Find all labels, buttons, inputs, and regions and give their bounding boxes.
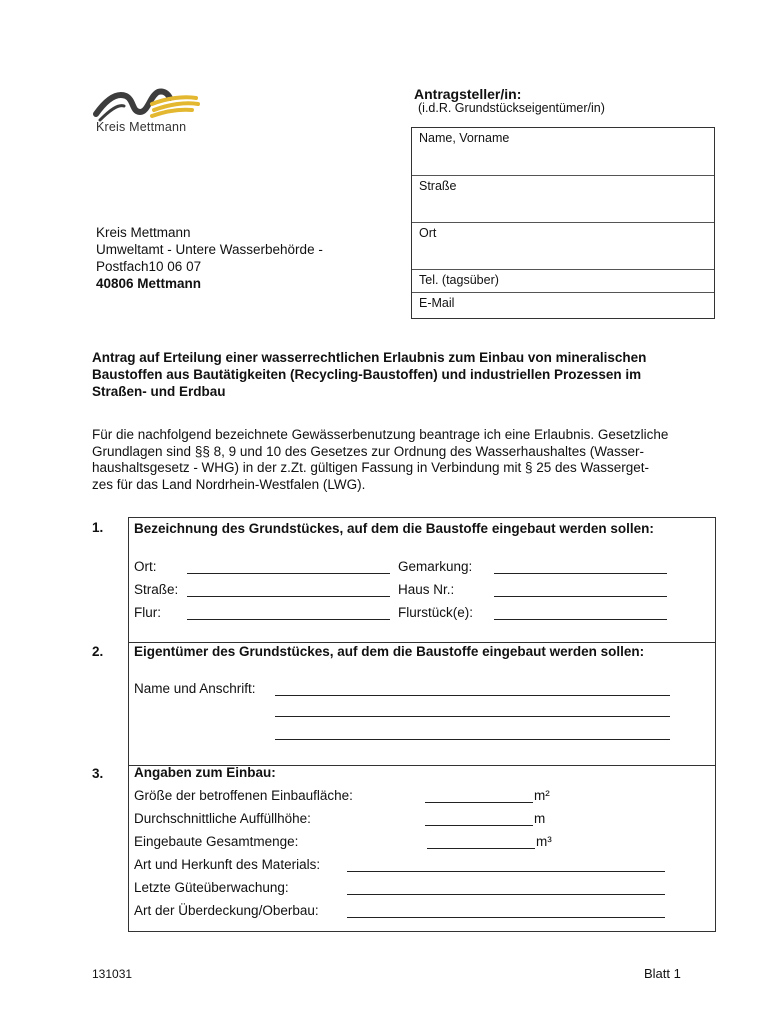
name-address-input-2[interactable] [275,716,670,717]
intro-line: zes für das Land Nordrhein-Westfalen (LWG). [92,476,366,492]
logo-text: Kreis Mettmann [96,120,187,134]
strasse-label: Straße: [134,582,179,597]
section1-number: 1. [92,520,104,535]
section2-number: 2. [92,644,104,659]
applicant-box [411,127,715,319]
gemarkung-label: Gemarkung: [398,559,473,574]
recipient-line-1: Kreis Mettmann [96,225,191,240]
cover-input[interactable] [347,917,665,918]
ort-input[interactable] [187,573,390,574]
height-unit: m [534,811,546,826]
flurstueck-input[interactable] [494,619,667,620]
applicant-subtitle: (i.d.R. Grundstückseigentümer/in) [418,101,605,115]
email-label: E-Mail [419,296,455,310]
name-field[interactable] [412,128,714,176]
phone-label: Tel. (tagsüber) [419,273,499,287]
section2-heading: Eigentümer des Grundstückes, auf dem die Baustoffe eingebaut werden sollen: [134,644,645,659]
street-label: Straße [419,179,457,193]
material-label: Art und Herkunft des Materials: [134,857,321,872]
quality-input[interactable] [347,894,665,895]
ort-label: Ort: [134,559,157,574]
cover-label: Art der Überdeckung/Oberbau: [134,903,319,918]
email-field[interactable] [412,293,714,318]
strasse-input[interactable] [187,596,390,597]
intro-line: Für die nachfolgend bezeichnete Gewässerbenutzung beantrage ich eine Erlaubnis. Gesetzliche [92,427,669,442]
quantity-label: Eingebaute Gesamtmenge: [134,834,299,849]
intro-line: Grundlagen sind §§ 8, 9 und 10 des Gesetzes zur Ordnung des Wasserhaushaltes (Wasser- [92,443,645,459]
hausnr-label: Haus Nr.: [398,582,455,597]
city-label: Ort [419,226,437,240]
recipient-line-2: Umweltamt - Untere Wasserbehörde - [96,242,323,257]
material-input[interactable] [347,871,665,872]
recipient-line-4: 40806 Mettmann [96,276,202,291]
section1-box [128,517,716,643]
gemarkung-input[interactable] [494,573,667,574]
page-number: Blatt 1 [644,966,681,981]
quality-label: Letzte Güteüberwachung: [134,880,289,895]
section2-box [128,641,716,766]
name-address-input-1[interactable] [275,695,670,696]
area-label: Größe der betroffenen Einbaufläche: [134,788,353,803]
height-label: Durchschnittliche Auffüllhöhe: [134,811,311,826]
section3-heading: Angaben zum Einbau: [134,765,276,780]
name-label: Name, Vorname [419,131,510,145]
area-input[interactable] [425,802,533,803]
street-field[interactable] [412,176,714,223]
name-address-label: Name und Anschrift: [134,681,256,696]
section1-heading: Bezeichnung des Grundstückes, auf dem die Baustoffe eingebaut werden sollen: [134,521,654,536]
section3-box [128,765,716,932]
applicant-title: Antragsteller/in: [414,86,522,102]
city-field[interactable] [412,223,714,270]
hausnr-input[interactable] [494,596,667,597]
intro-paragraph [92,427,712,493]
height-input[interactable] [425,825,533,826]
section3-number: 3. [92,766,104,781]
intro-line: haushaltsgesetz - WHG) in der z.Zt. gültigen Fassung in Verbindung mit § 25 des Wasserget- [92,460,650,475]
area-unit: m² [534,788,550,803]
recipient-line-3: Postfach10 06 07 [96,259,202,274]
recipient-address [96,224,323,292]
flur-label: Flur: [134,605,161,620]
flurstueck-label: Flurstück(e): [398,605,474,620]
phone-field[interactable] [412,270,714,293]
flur-input[interactable] [187,619,390,620]
form-code: 131031 [92,967,133,981]
name-address-input-3[interactable] [275,739,670,740]
quantity-input[interactable] [427,848,535,849]
request-title: Antrag auf Erteilung einer wasserrechtlichen Erlaubnis zum Einbau von mineralischen Baustoffen aus Bautätigkeiten (Recycling-Baustoffen) und industriellen Prozessen im Straßen- und Erdbau [92,350,647,399]
quantity-unit: m³ [536,834,552,849]
